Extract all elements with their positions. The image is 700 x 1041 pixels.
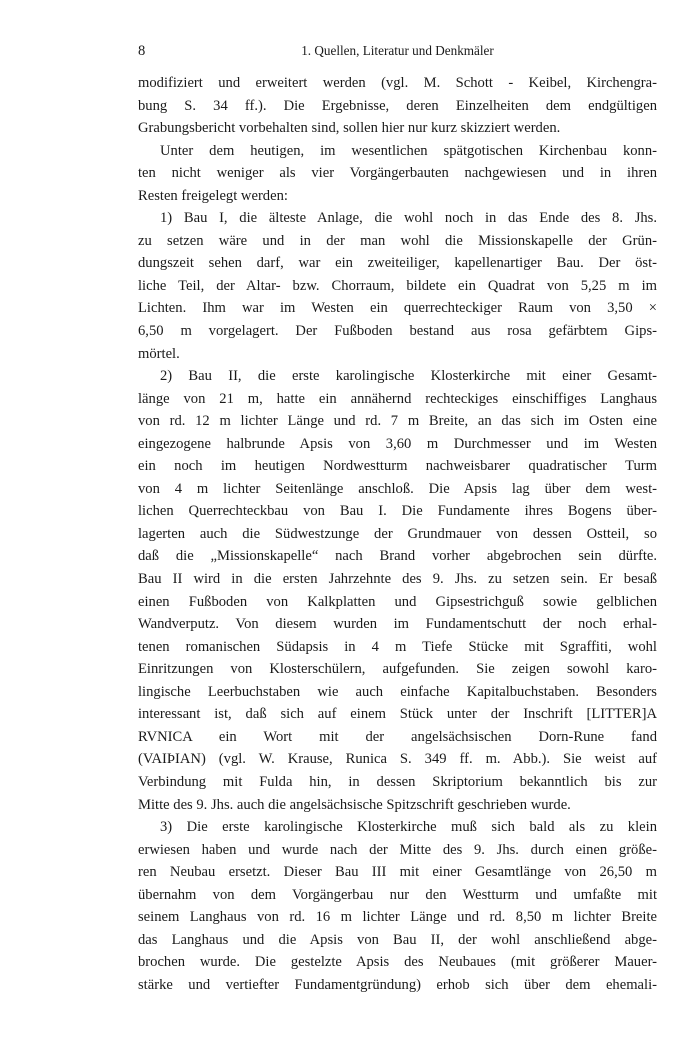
text-line: Unter dem heutigen, im wesentlichen spätgotischen Kirchenbau konn- xyxy=(160,142,657,159)
text-line: von 4 m lichter Seitenlänge anschloß. Die Apsis lag über dem west- xyxy=(138,480,657,497)
text-line: ren Neubau ersetzt. Dieser Bau III mit einer Gesamtlänge von 26,50 m xyxy=(138,864,657,881)
book-page xyxy=(138,40,657,996)
text-line: Grabungsbericht vorbehalten sind, sollen hier nur kurz skizziert werden. xyxy=(138,120,561,137)
text-line: ein noch im heutigen Nordwestturm nachweisbarer quadratischer Turm xyxy=(138,458,657,475)
text-line: Bau II wird in die ersten Jahrzehnte des 9. Jhs. zu setzen sein. Er besaß xyxy=(138,571,657,588)
running-head: 1. Quellen, Literatur und Denkmäler xyxy=(301,43,494,58)
text-line: Verbindung mit Fulda hin, in dessen Skriptorium bekanntlich bis zur xyxy=(138,773,657,790)
text-line: daß die „Missionskapelle“ nach Brand vorher abgebrochen sein dürfte. xyxy=(138,548,657,565)
text-line: lichen Querrechteckbau von Bau I. Die Fundamente ihres Bogens über- xyxy=(138,503,657,520)
text-line: interessant ist, daß sich auf einem Stück unter der Inschrift [LITTER]A xyxy=(138,706,657,723)
text-line: bung S. 34 ff.). Die Ergebnisse, deren Einzelheiten dem endgültigen xyxy=(138,97,657,114)
text-line: von rd. 12 m lichter Länge und rd. 7 m Breite, an das sich im Osten eine xyxy=(138,413,657,430)
text-line: brochen wurde. Die gestelzte Apsis des Neubaues (mit größerer Mauer- xyxy=(138,954,657,971)
text-line: (VAIÞIAN) (vgl. W. Krause, Runica S. 349 ff. m. Abb.). Sie weist auf xyxy=(138,751,657,768)
text-line: Mitte des 9. Jhs. auch die angelsächsische Spitzschrift geschrieben wurde. xyxy=(138,796,571,813)
text-line: lagerten auch die Südwestzunge der Grundmauer von dessen Ostteil, so xyxy=(138,525,657,542)
text-line: zu setzen wäre und in der man wohl die Missionskapelle der Grün- xyxy=(138,232,657,249)
text-line: seinem Langhaus von rd. 16 m lichter Länge und rd. 8,50 m lichter Breite xyxy=(138,909,657,926)
text-line: Lichten. Ihm war im Westen ein querrechteckiger Raum von 3,50 × xyxy=(138,300,657,317)
text-line: einen Fußboden von Kalkplatten und Gipsestrichguß sowie gelblichen xyxy=(138,593,657,610)
page-header xyxy=(138,40,657,60)
text-line: eingezogene halbrunde Apsis von 3,60 m Durchmesser und im Westen xyxy=(138,435,657,452)
text-line: stärke und vertiefter Fundamentgründung) erhob sich über dem ehemali- xyxy=(138,976,657,993)
page-number: 8 xyxy=(138,43,146,59)
text-line: 3) Die erste karolingische Klosterkirche muß sich bald als zu klein xyxy=(160,819,657,836)
text-line: mörtel. xyxy=(138,345,180,362)
text-line: ten nicht weniger als vier Vorgängerbauten nachgewiesen und in ihren xyxy=(138,165,657,182)
text-line: 2) Bau II, die erste karolingische Klosterkirche mit einer Gesamt- xyxy=(160,368,657,385)
text-line: übernahm von dem Vorgängerbau nur den Westturm und umfaßte mit xyxy=(138,886,657,903)
text-line: 6,50 m vorgelagert. Der Fußboden bestand aus rosa gefärbtem Gips- xyxy=(138,323,657,340)
text-line: modifiziert und erweitert werden (vgl. M. Schott - Keibel, Kirchengra- xyxy=(138,75,657,91)
text-line: Wandverputz. Von diesem wurden im Fundamentschutt der noch erhal- xyxy=(138,616,657,633)
text-line: dungszeit sehen darf, war ein zweiteiliger, kapellenartiger Bau. Der öst- xyxy=(138,255,657,272)
text-line: liche Teil, der Altar- bzw. Chorraum, bildete ein Quadrat von 5,25 m im xyxy=(138,277,657,294)
text-line: länge von 21 m, hatte ein annähernd rechteckiges einschiffiges Langhaus xyxy=(138,390,657,407)
text-line: tenen romanischen Südapsis in 4 m Tiefe Stücke mit Sgraffiti, wohl xyxy=(138,638,657,655)
text-line: das Langhaus und die Apsis von Bau II, der wohl anschließend abge- xyxy=(138,931,657,948)
text-line: erwiesen haben und wurde nach der Mitte des 9. Jhs. durch einen größe- xyxy=(138,841,657,858)
text-line: 1) Bau I, die älteste Anlage, die wohl noch in das Ende des 8. Jhs. xyxy=(160,210,657,227)
text-line: RVNICA ein Wort mit der angelsächsischen Dorn-Rune fand xyxy=(138,728,657,745)
text-line: Resten freigelegt werden: xyxy=(138,187,288,204)
text-line: Einritzungen von Klosterschülern, aufgefunden. Sie zeigen sowohl karo- xyxy=(138,661,657,678)
text-line: lingische Leerbuchstaben wie auch einfache Kapitalbuchstaben. Besonders xyxy=(138,683,657,700)
body-text xyxy=(138,72,657,996)
